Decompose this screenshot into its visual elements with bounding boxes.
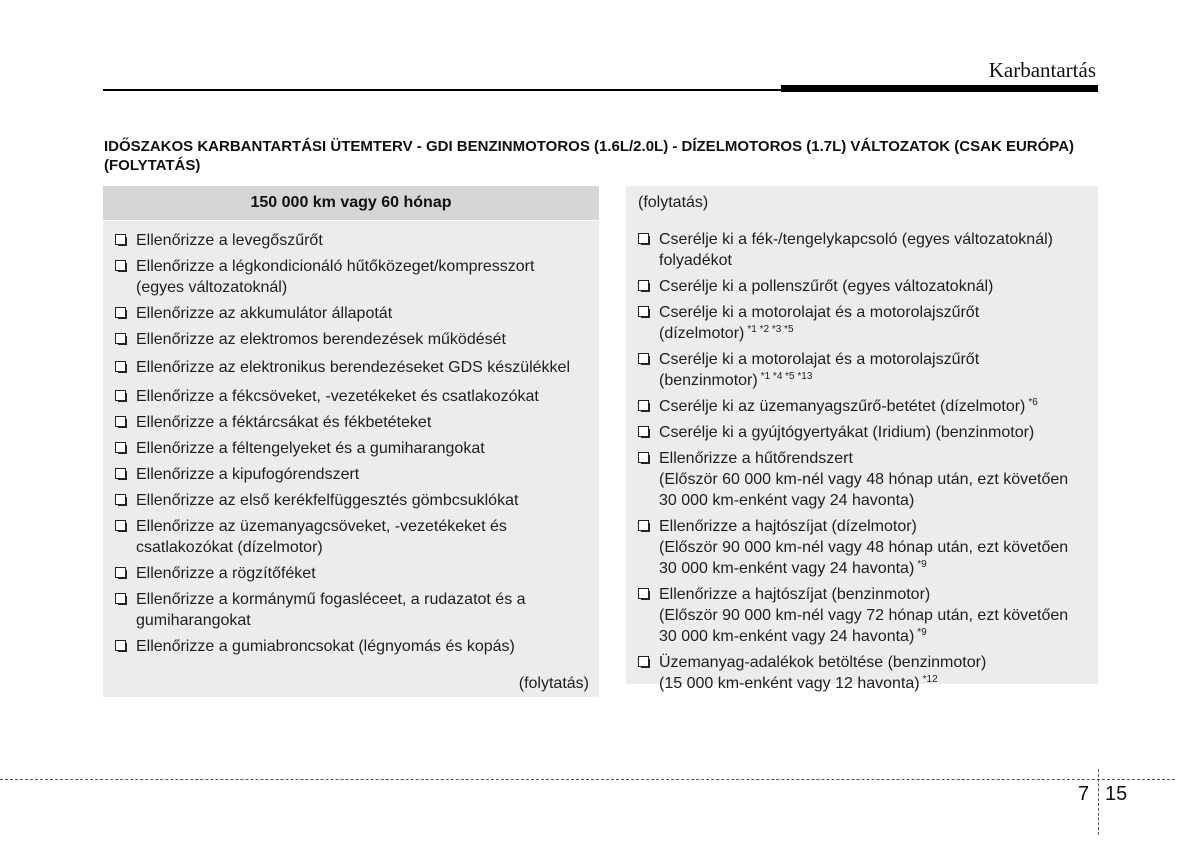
checklist-item	[626, 584, 1088, 647]
item-text: Cserélje ki a fék-/tengelykapcsoló (egyes változatoknál) folyadékot	[659, 231, 1053, 269]
item-subtext	[659, 370, 1088, 391]
checkbox-icon	[115, 234, 126, 245]
checkbox-icon	[638, 452, 649, 463]
item-text: Ellenőrizze a féktárcsákat és fékbetéteket	[136, 414, 432, 431]
continued-label: (folytatás)	[638, 194, 709, 211]
checklist-item	[103, 230, 589, 251]
item-text: Ellenőrizze a hajtószíjat (benzinmotor)	[659, 586, 931, 603]
page-number: 15	[1105, 783, 1128, 805]
footnote-ref: *1 *2 *3 *5	[747, 323, 794, 335]
footnote-ref: *9	[917, 558, 927, 570]
item-text: Üzemanyag-adalékok betöltése (benzinmotor)	[659, 654, 987, 671]
item-text: Cserélje ki a motorolajat és a motorolajszűrőt	[659, 351, 980, 368]
checkbox-icon	[115, 567, 126, 578]
checklist-item	[103, 563, 589, 584]
item-subtext	[659, 323, 1088, 344]
checkbox-icon	[115, 593, 126, 604]
footnote-ref: *9	[917, 626, 927, 638]
item-subtext	[659, 673, 1088, 694]
interval-title: 150 000 km vagy 60 hónap	[103, 186, 599, 221]
item-text: Ellenőrizze a rögzítőféket	[136, 565, 316, 582]
checklist-item	[626, 516, 1088, 579]
item-subtext-value: (Először 60 000 km-nél vagy 48 hónap után, ezt követően 30 000 km-enként vagy 24 havonta)	[659, 471, 1069, 509]
item-text: Ellenőrizze a hűtőrendszert	[659, 450, 853, 467]
footnote-ref: *12	[922, 673, 938, 685]
item-text: Cserélje ki a pollenszűrőt (egyes változatoknál)	[659, 278, 994, 295]
footer-vertical-divider	[1098, 769, 1099, 835]
checklist-item	[626, 422, 1088, 443]
checkbox-icon	[638, 306, 649, 317]
checkbox-icon	[638, 353, 649, 364]
checkbox-icon	[638, 426, 649, 437]
checklist-item	[103, 355, 589, 381]
checkbox-icon	[115, 260, 126, 271]
item-text: Ellenőrizze az elektromos berendezések működését	[136, 331, 506, 348]
checklist-item	[103, 490, 589, 511]
checklist-item	[103, 589, 589, 631]
checkbox-icon	[638, 588, 649, 599]
checklist-item	[103, 464, 589, 485]
checkbox-icon	[115, 307, 126, 318]
item-subtext-value: (Először 90 000 km-nél vagy 48 hónap után, ezt követően 30 000 km-enként vagy 24 havonta)	[659, 539, 1069, 577]
checklist-item	[626, 302, 1088, 344]
checkbox-icon	[115, 333, 126, 344]
checkbox-icon	[115, 361, 126, 372]
item-subtext-value: (egyes változatoknál)	[136, 279, 288, 296]
footnote-ref: *1 *4 *5 *13	[760, 370, 813, 382]
checkbox-icon	[638, 400, 649, 411]
item-subtext-value: (15 000 km-enként vagy 12 havonta)	[659, 675, 920, 692]
item-subtext	[659, 537, 1088, 579]
checklist-item	[626, 396, 1088, 417]
item-text: Ellenőrizze a fékcsöveket, -vezetékeket és csatlakozókat	[136, 388, 539, 405]
footnote-ref: *6	[1028, 396, 1038, 408]
checklist-item	[626, 276, 1088, 297]
checkbox-icon	[115, 520, 126, 531]
item-text: Ellenőrizze az első kerékfelfüggesztés gömbcsuklókat	[136, 492, 519, 509]
checklist-item	[103, 636, 589, 657]
item-subtext-value: (Először 90 000 km-nél vagy 72 hónap után, ezt követően 30 000 km-enként vagy 24 havonta)	[659, 607, 1069, 645]
section-title: Karbantartás	[988, 58, 1096, 82]
item-text: Ellenőrizze a féltengelyeket és a gumiharangokat	[136, 440, 485, 457]
item-subtext	[659, 469, 1088, 511]
checkbox-icon	[638, 233, 649, 244]
footer-divider	[0, 779, 1175, 780]
checkbox-icon	[115, 640, 126, 651]
checklist-item	[626, 349, 1088, 391]
item-text: Ellenőrizze a kipufogórendszert	[136, 466, 360, 483]
chapter-number: 7	[1078, 783, 1090, 805]
continued-note: (folytatás)	[518, 675, 589, 692]
right-column	[626, 186, 1098, 692]
left-item-list	[103, 221, 599, 657]
checklist-item	[103, 438, 589, 459]
item-text: Ellenőrizze az üzemanyagcsöveket, -vezetékeket és csatlakozókat (dízelmotor)	[136, 518, 507, 556]
checkbox-icon	[115, 416, 126, 427]
checklist-item	[103, 303, 589, 324]
checklist-item	[103, 386, 589, 407]
item-text: Ellenőrizze az elektronikus berendezéseket GDS készülékkel	[136, 359, 570, 376]
item-text: Ellenőrizze az akkumulátor állapotát	[136, 305, 393, 322]
checkbox-icon	[115, 390, 126, 401]
checklist-item	[626, 448, 1088, 511]
checkbox-icon	[638, 520, 649, 531]
item-text: Ellenőrizze a gumiabroncsokat (légnyomás és kopás)	[136, 638, 515, 655]
checklist-item	[103, 412, 589, 433]
checkbox-icon	[115, 468, 126, 479]
item-text: Ellenőrizze a hajtószíjat (dízelmotor)	[659, 518, 917, 535]
checklist-item	[103, 329, 589, 350]
item-subtext	[659, 605, 1088, 647]
checklist-item	[626, 229, 1088, 271]
item-subtext	[136, 277, 589, 298]
right-item-list	[626, 220, 1098, 694]
checkbox-icon	[115, 494, 126, 505]
checkbox-icon	[638, 656, 649, 667]
item-subtext-value: (dízelmotor)	[659, 325, 745, 342]
header-rule-thick	[781, 85, 1098, 92]
item-text: Cserélje ki a gyújtógyertyákat (Iridium) (benzinmotor)	[659, 424, 1035, 441]
item-text: Ellenőrizze a levegőszűrőt	[136, 232, 323, 249]
item-text: Ellenőrizze a kormánymű fogasléceet, a rudazatot és a gumiharangokat	[136, 591, 526, 629]
item-text: Cserélje ki a motorolajat és a motorolajszűrőt	[659, 304, 980, 321]
checklist-item	[103, 516, 589, 558]
item-subtext-value: (benzinmotor)	[659, 372, 758, 389]
checkbox-icon	[638, 280, 649, 291]
schedule-heading: IDŐSZAKOS KARBANTARTÁSI ÜTEMTERV - GDI BENZINMOTOROS (1.6L/2.0L) - DÍZELMOTOROS (1.7L) VÁLTOZATOK (CSAK EURÓPA) (FOLYTATÁS)	[104, 138, 1075, 174]
checklist-item	[626, 652, 1088, 694]
item-text: Ellenőrizze a légkondicionáló hűtőközeget/kompresszort	[136, 258, 535, 275]
checkbox-icon	[115, 442, 126, 453]
left-column	[103, 186, 599, 697]
item-text: Cserélje ki az üzemanyagszűrő-betétet (dízelmotor)	[659, 398, 1026, 415]
checklist-item	[103, 256, 589, 298]
